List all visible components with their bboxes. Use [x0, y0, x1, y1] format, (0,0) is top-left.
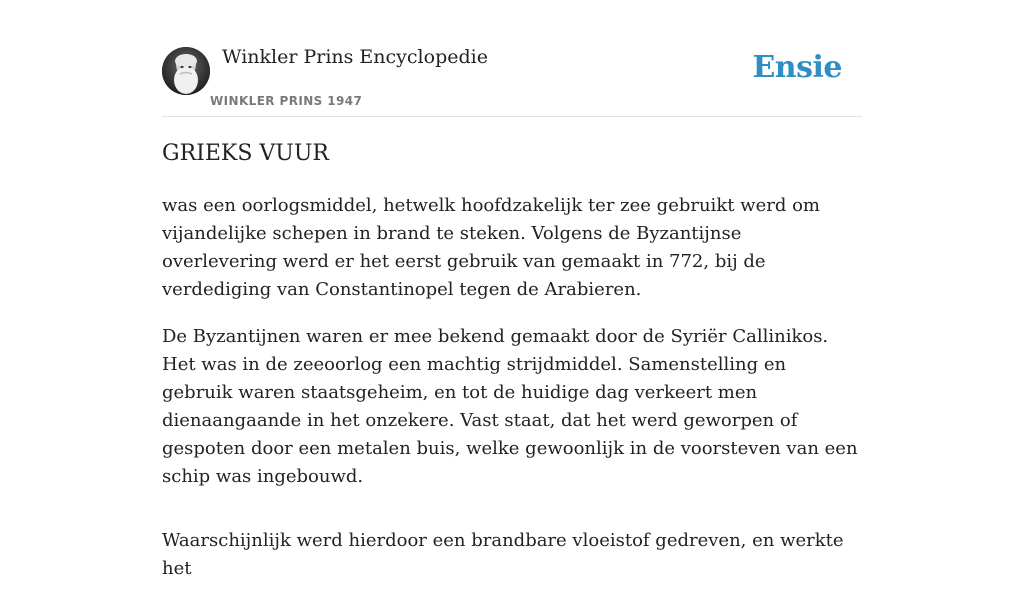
brand-logo[interactable]: Ensie	[752, 50, 842, 85]
article-body	[162, 192, 862, 602]
portrait-image	[162, 47, 210, 95]
page	[162, 0, 862, 579]
article-paragraph: Waarschijnlijk werd hierdoor een brandbare vloeistof gedreven, en werkte het	[162, 530, 844, 579]
article-title: GRIEKS VUUR	[162, 141, 329, 166]
article-paragraph: was een oorlogsmiddel, hetwelk hoofdzakelijk ter zee gebruikt werd om vijandelijke schepen in brand te steken. Volgens de Byzantijnse overlevering werd er het eerst gebruik van gemaakt in 772, bij de verdediging van Constantinopel tegen de Arabieren.	[162, 195, 820, 300]
author-avatar[interactable]	[162, 47, 210, 95]
page-header	[162, 0, 862, 117]
article-paragraph: De Byzantijnen waren er mee bekend gemaakt door de Syriër Callinikos. Het was in de zeeoorlog een machtig strijdmiddel. Samenstelling en gebruik waren staatsgeheim, en tot de huidige dag verkeert men dienaangaande in het onzekere. Vast staat, dat het werd geworpen of gespoten door een metalen buis, welke gewoonlijk in de voorsteven van een schip was ingebouwd.	[162, 326, 858, 487]
edition-label[interactable]: WINKLER PRINS 1947	[210, 94, 363, 108]
site-title[interactable]: Winkler Prins Encyclopedie	[222, 46, 488, 68]
